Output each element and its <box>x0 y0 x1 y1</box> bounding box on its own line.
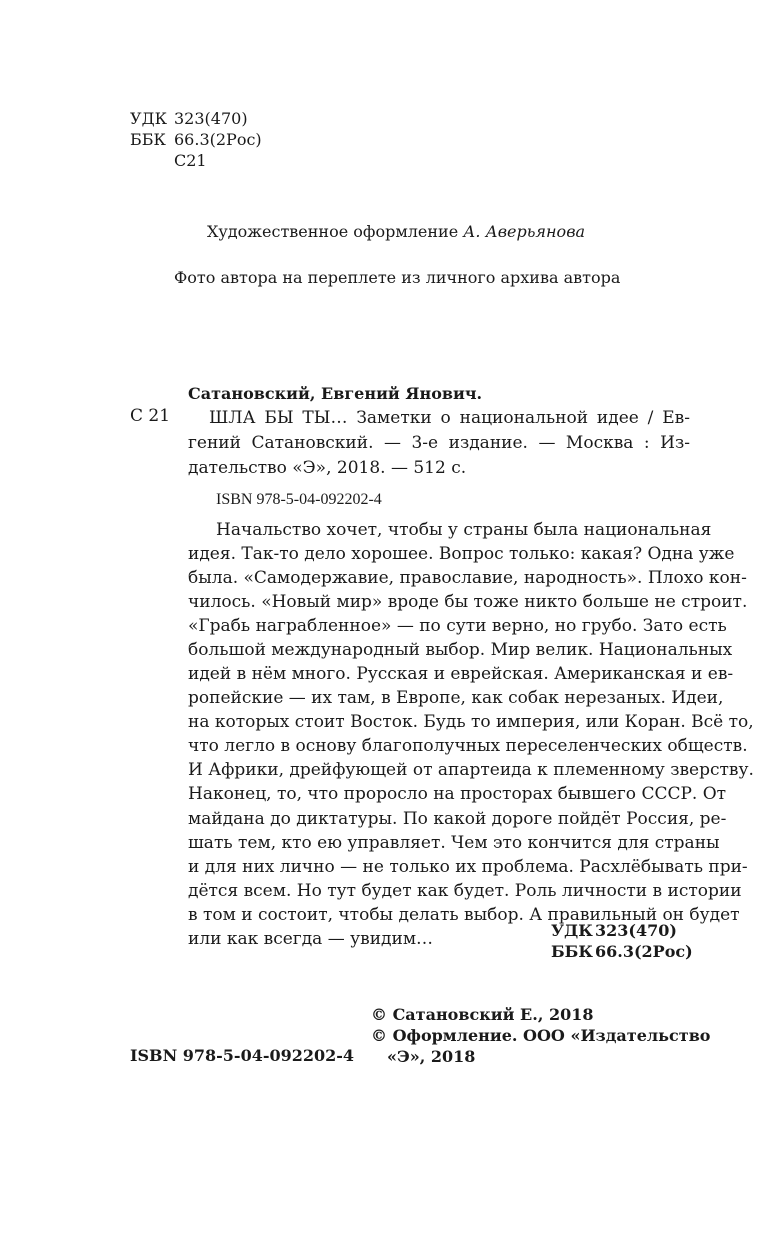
bbk-value: 66.3(2Рос) <box>595 942 693 961</box>
footer-isbn: ISBN 978-5-04-092202-4 <box>130 1046 355 1065</box>
bottom-codes <box>551 920 693 962</box>
copyright-design-cont: «Э», 2018 <box>387 1047 476 1066</box>
design-credit-prefix: Художественное оформление <box>207 222 459 241</box>
annotation-line: Начальство хочет, чтобы у страны была национальная <box>216 520 712 540</box>
annotation-first <box>216 518 712 542</box>
author-sign-row <box>130 150 262 171</box>
annotation-line: большой международный выбор. Мир велик. Национальных <box>188 640 733 661</box>
bib-isbn: ISBN 978-5-04-092202-4 <box>216 491 382 508</box>
author-sign: С21 <box>174 151 207 170</box>
annotation-line: в том и состоит, чтобы делать выбор. А правильный он будет <box>188 904 740 925</box>
udk-value: 323(470) <box>595 921 677 940</box>
top-codes <box>130 108 262 171</box>
bib-description-line: гений Сатановский. — 3-е издание. — Москва : Из- <box>188 433 690 453</box>
annotation-line: идей в нём много. Русская и еврейская. Американская и ев- <box>188 664 734 685</box>
copyright-author: © Сатановский Е., 2018 <box>371 1005 594 1024</box>
bib-description <box>209 406 690 431</box>
bib-author: Сатановский, Евгений Янович. <box>188 384 483 403</box>
photo-credit: Фото автора на переплете из личного архива автора <box>174 268 621 287</box>
udk-label: УДК <box>130 109 167 128</box>
udk-row <box>130 108 262 129</box>
udk-label: УДК <box>551 921 593 940</box>
annotation-line: была. «Самодержавие, православие, народность». Плохо кон- <box>188 568 747 589</box>
udk-row <box>551 920 693 941</box>
annotation-line: И Африки, дрейфующей от апартеида к племенному зверству. <box>188 760 754 781</box>
bib-description-line: дательство «Э», 2018. — 512 с. <box>188 458 467 478</box>
bbk-label: ББК <box>130 130 166 149</box>
annotation-line: чилось. «Новый мир» вроде бы тоже никто больше не строит. <box>188 592 748 613</box>
bbk-row <box>130 129 262 150</box>
annotation-line: «Грабь награбленное» — по сути верно, но грубо. Зато есть <box>188 616 727 637</box>
annotation-line: дётся всем. Но тут будет как будет. Роль личности в истории <box>188 880 742 901</box>
annotation-line: что легло в основу благополучных переселенческих обществ. <box>188 736 748 757</box>
annotation-line: майдана до диктатуры. По какой дороге пойдёт Россия, ре- <box>188 808 727 829</box>
bib-description-cont <box>188 431 690 481</box>
bbk-value: 66.3(2Рос) <box>174 130 262 149</box>
annotation-line: шать тем, кто ею управляет. Чем это кончится для страны <box>188 832 720 853</box>
copyright-design: © Оформление. ООО «Издательство <box>371 1026 711 1045</box>
annotation-line: на которых стоит Восток. Будь то империя, или Коран. Всё то, <box>188 712 754 733</box>
annotation-line: или как всегда — увидим… <box>188 928 434 949</box>
annotation <box>188 542 754 951</box>
udk-value: 323(470) <box>174 109 248 128</box>
annotation-line: Наконец, то, что проросло на просторах бывшего СССР. От <box>188 784 727 805</box>
copyright <box>371 1004 710 1067</box>
design-credit <box>207 222 585 241</box>
annotation-line: ропейские — их там, в Европе, как собак нерезаных. Идеи, <box>188 688 724 709</box>
bbk-label: ББК <box>551 942 593 961</box>
annotation-line: идея. Так-то дело хорошее. Вопрос только: какая? Одна уже <box>188 544 735 564</box>
design-credit-name: А. Аверьянова <box>463 222 586 241</box>
annotation-line: и для них лично — не только их проблема. Расхлёбывать при- <box>188 856 748 877</box>
bib-sign: С 21 <box>130 406 171 426</box>
bbk-row <box>551 941 693 962</box>
bib-description-line: ШЛА БЫ ТЫ… Заметки о национальной идее / Ев- <box>209 408 690 428</box>
